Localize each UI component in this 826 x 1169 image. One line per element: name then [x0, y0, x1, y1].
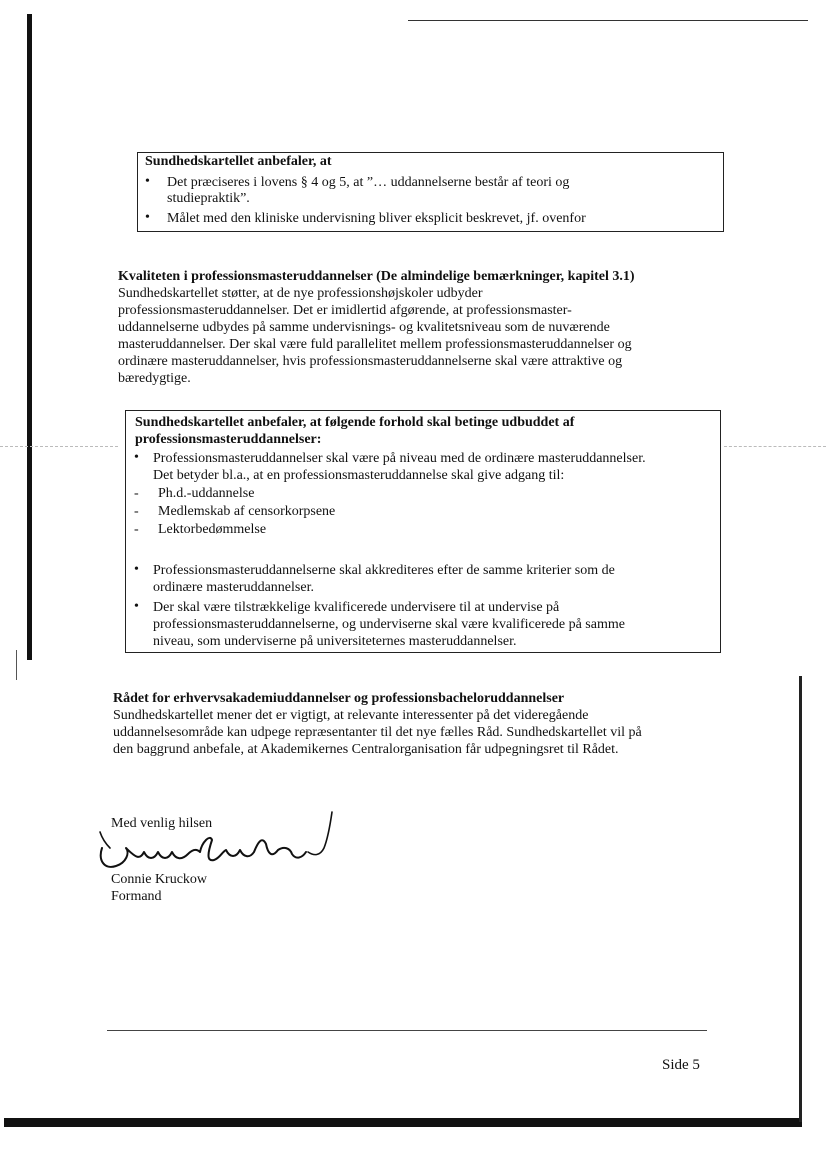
section1-line: bæredygtige. — [118, 371, 191, 386]
closing-greeting: Med venlig hilsen — [111, 816, 213, 831]
section2-line: den baggrund anbefale, at Akademikernes Centralorganisation får udpegningsret til Rådet. — [113, 742, 619, 757]
box2-dash-item: Lektorbedømmelse — [158, 522, 267, 537]
fold-line-left — [0, 446, 118, 447]
signatory-name: Connie Kruckow — [111, 872, 208, 887]
scan-edge-right — [799, 676, 802, 1122]
box2-item-3-line-1: Der skal være tilstrækkelige kvalificerede undervisere til at undervise på — [153, 600, 560, 615]
section2-line: uddannelsesområde kan udpege repræsentanter til det nye fælles Råd. Sundhedskartellet vil på — [113, 725, 642, 740]
section1-heading: Kvaliteten i professionsmasteruddannelser (De almindelige bemærkninger, kapitel 3.1) — [118, 269, 635, 284]
box2-item-2-line-2: ordinære masteruddannelser. — [153, 580, 314, 595]
section1-line: Sundhedskartellet støtter, at de nye professionshøjskoler udbyder — [118, 286, 483, 301]
bullet-icon: • — [134, 599, 139, 614]
box2-dash-item: Ph.d.-uddannelse — [158, 486, 255, 501]
bullet-icon: • — [134, 562, 139, 577]
box1-item-2-line-1: Målet med den kliniske undervisning bliver eksplicit beskrevet, jf. ovenfor — [167, 211, 586, 226]
header-rule — [408, 20, 808, 21]
box2-item-3-line-2: professionsmasteruddannelserne, og underviserne skal være kvalificerede på samme — [153, 617, 625, 632]
dash-icon: - — [134, 486, 139, 501]
box2-item-3-line-3: niveau, som underviserne på universiteternes masteruddannelser. — [153, 634, 517, 649]
footer-rule — [107, 1030, 707, 1031]
box1-item-1-line-1: Det præciseres i lovens § 4 og 5, at ”… uddannelserne består af teori og — [167, 175, 570, 190]
box1-item-1-line-2: studiepraktik”. — [167, 191, 250, 206]
section1-line: uddannelserne udbydes på samme undervisnings- og kvalitetsniveau som de nuværende — [118, 320, 610, 335]
scan-mark-left — [16, 650, 17, 680]
box2-heading-line-1: Sundhedskartellet anbefaler, at følgende forhold skal betinge udbuddet af — [135, 415, 575, 430]
page-number: Side 5 — [662, 1057, 700, 1073]
box2-dash-item: Medlemskab af censorkorpsene — [158, 504, 336, 519]
signatory-title: Formand — [111, 889, 162, 904]
box1-heading: Sundhedskartellet anbefaler, at — [145, 154, 332, 169]
box2-item-2-line-1: Professionsmasteruddannelserne skal akkrediteres efter de samme kriterier som de — [153, 563, 615, 578]
bullet-icon: • — [145, 174, 150, 189]
section1-line: ordinære masteruddannelser, hvis professionsmasteruddannelserne skal være attraktive og — [118, 354, 623, 369]
dash-icon: - — [134, 504, 139, 519]
scan-edge-left — [27, 14, 32, 660]
bullet-icon: • — [134, 450, 139, 465]
scan-edge-bottom — [4, 1118, 802, 1127]
fold-line-right — [724, 446, 826, 447]
bullet-icon: • — [145, 210, 150, 225]
dash-icon: - — [134, 522, 139, 537]
section2-line: Sundhedskartellet mener det er vigtigt, at relevante interessenter på det videregående — [113, 708, 589, 723]
section2-heading: Rådet for erhvervsakademiuddannelser og professionsbacheloruddannelser — [113, 691, 565, 706]
handwritten-signature — [96, 808, 336, 878]
box2-item-1-line-2: Det betyder bl.a., at en professionsmasteruddannelse skal give adgang til: — [153, 468, 565, 483]
section1-line: professionsmasteruddannelser. Det er imidlertid afgørende, at professionsmaster- — [118, 303, 572, 318]
box2-item-1-line-1: Professionsmasteruddannelser skal være på niveau med de ordinære masteruddannelser. — [153, 451, 646, 466]
box2-heading-line-2: professionsmasteruddannelser: — [135, 432, 322, 447]
section1-line: masteruddannelser. Der skal være fuld parallelitet mellem professionsmasteruddannelser og — [118, 337, 632, 352]
